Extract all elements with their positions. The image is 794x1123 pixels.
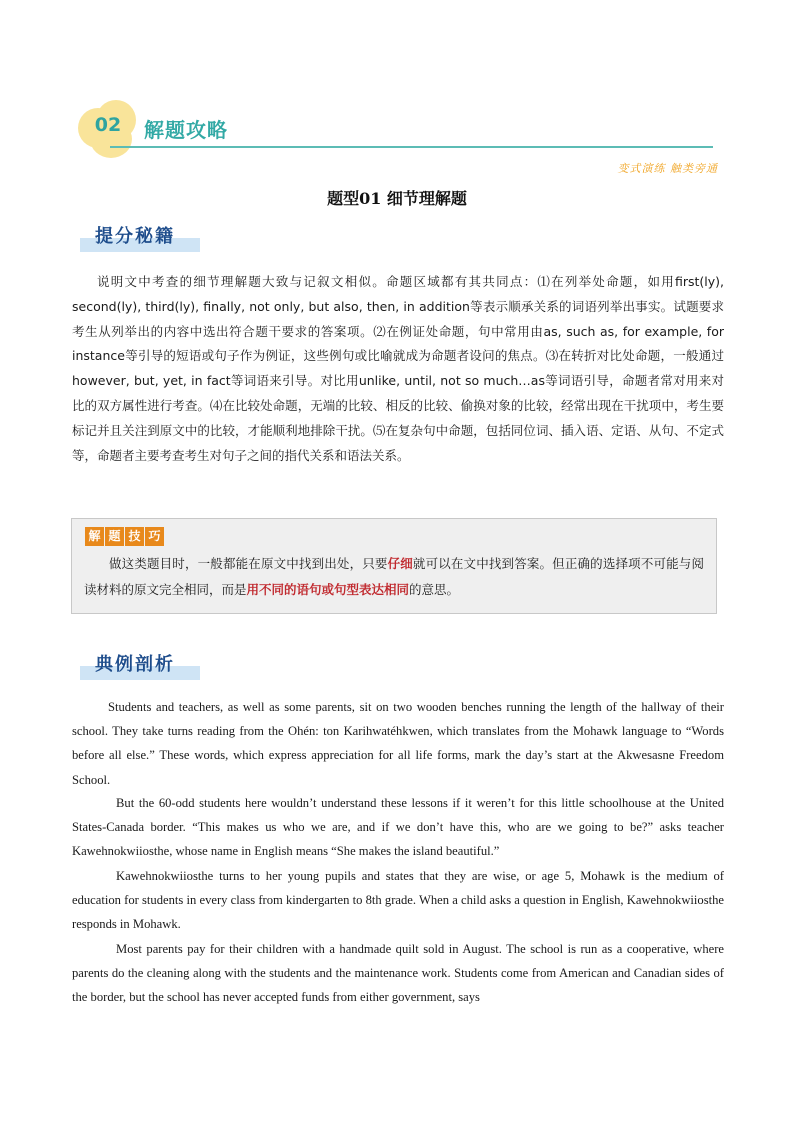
tips-text-part: 做这类题目时，一般都能在原文中找到出处，只要	[109, 556, 388, 571]
tip-tag: 巧	[145, 527, 164, 546]
section-header	[78, 100, 713, 160]
header-divider	[110, 146, 713, 148]
tip-tag: 题	[105, 527, 124, 546]
tips-text-part: 的意思。	[409, 582, 460, 597]
page-title: 题型01 细节理解题	[327, 189, 467, 208]
section-title: 解题攻略	[144, 118, 228, 142]
tips-highlight: 仔细	[387, 556, 413, 571]
intro-paragraph: 说明文中考查的细节理解题大致与记叙文相似。命题区域都有其共同点：⑴在列举处命题，如用first(ly), second(ly), third(ly), finally, not only, but also, then, in addition等表示顺承关系的词语列举出事实。试题要求考生从列举出的内容中选出符合题干要求的答案项。⑵在例证处命题，句中常用由as, such as, for example, for instance等引导的短语或句子作为例证，这些例句或比喻就成为命题者设问的焦点。⑶在转折对比处命题，一般通过however, but, yet, in fact等词语来引导。对比用unlike, until, not so much…as等词语引导，命题者常对用来对比的双方属性进行考查。⑷在比较处命题，无端的比较、相反的比较、偷换对象的比较，经常出现在干扰项中，考生要标记并且关注到原文中的比较，才能顺利地排除干扰。⑸在复杂句中命题，包括同位词、插入语、定语、从句、不定式等，命题者主要考查考生对句子之间的指代关系和语法关系。	[72, 274, 724, 463]
passage-paragraph: Most parents pay for their children with a handmade quilt sold in August. The school is run as a cooperative, where parents do the cleaning along with the students and the maintenance work. Students come from American and Canadian sides of the border, but the school has never accepted funds from either government, says	[72, 942, 724, 1005]
tips-text-part: 就可以在文中找到答案。但正确的选择项不可能与阅读材料的原文完全相同，而是	[84, 556, 704, 597]
passage-paragraph: Students and teachers, as well as some parents, sit on two wooden benches running the length of the hallway of their school. They take turns reading from the Ohén: ton Karihwatéhkwen, which translates from the Mohawk language to “Words before all else.” These words, which express appreciation for all life forms, mark the day’s start at the Akwesasne Freedom School.	[72, 700, 724, 787]
section-tagline: 变式演练 触类旁通	[617, 162, 718, 175]
tips-heading-label: 提分秘籍	[95, 226, 175, 247]
passage-paragraph: Kawehnokwiiosthe turns to her young pupils and states that they are wise, or age 5, Mohawk is the medium of education for students in every class from kindergarten to 8th grade. When a child asks a question in English, Kawehnokwiiosthe responds in Mohawk.	[72, 869, 724, 932]
tips-tags	[85, 527, 164, 546]
example-heading-label: 典例剖析	[95, 654, 175, 675]
section-badge	[78, 100, 138, 160]
tip-tag: 解	[85, 527, 104, 546]
tip-tag: 技	[125, 527, 144, 546]
section-number: 02	[94, 114, 122, 136]
tips-box	[71, 518, 717, 614]
tips-highlight: 用不同的语句或句型表达相同	[246, 582, 410, 597]
tips-text	[84, 551, 704, 603]
passage-paragraph: But the 60-odd students here wouldn’t understand these lessons if it weren’t for this little schoolhouse at the United States-Canada border. “This makes us who we are, and if we don’t have this, who are we going to be?” asks teacher Kawehnokwiiosthe, whose name in English means “She makes the island beautiful.”	[72, 796, 724, 859]
